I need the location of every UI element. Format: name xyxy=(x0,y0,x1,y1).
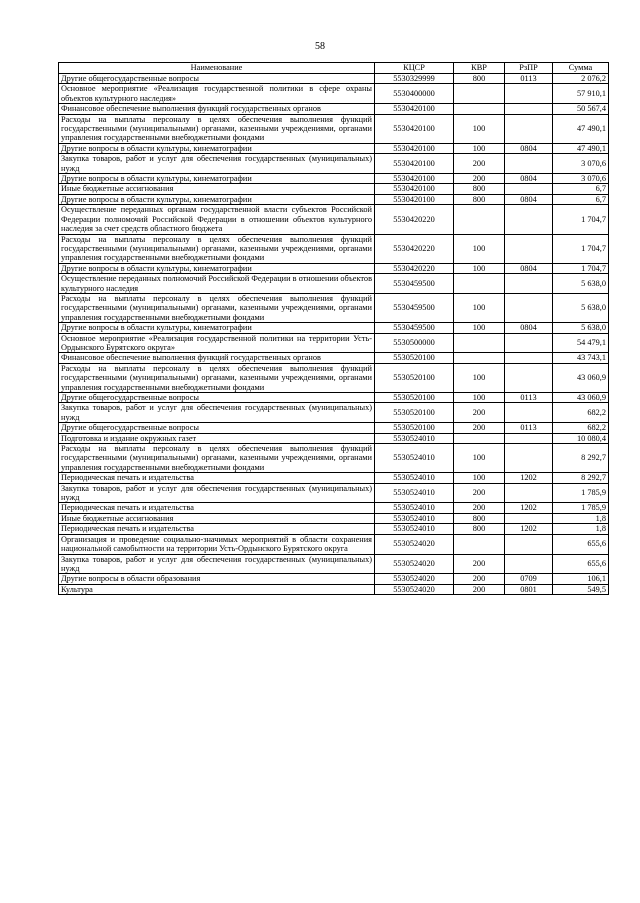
cell-sum: 3 070,6 xyxy=(553,174,609,184)
table-row xyxy=(59,143,609,153)
cell-kcsr: 5530420100 xyxy=(375,194,454,204)
table-row xyxy=(59,154,609,174)
cell-kcsr: 5530524010 xyxy=(375,503,454,513)
cell-rzpr: 0801 xyxy=(505,584,553,594)
cell-sum: 2 076,2 xyxy=(553,74,609,84)
table-row xyxy=(59,513,609,523)
cell-kcsr: 5530520100 xyxy=(375,363,454,392)
cell-sum: 43 060,9 xyxy=(553,393,609,403)
cell-name: Периодическая печать и издательства xyxy=(59,524,375,534)
cell-kvr: 100 xyxy=(454,234,505,263)
cell-name: Другие вопросы в области культуры, кинематографии xyxy=(59,143,375,153)
cell-rzpr: 0113 xyxy=(505,423,553,433)
table-row xyxy=(59,263,609,273)
cell-kvr: 800 xyxy=(454,513,505,523)
cell-rzpr: 1202 xyxy=(505,503,553,513)
cell-name: Иные бюджетные ассигнования xyxy=(59,184,375,194)
cell-sum: 1 704,7 xyxy=(553,263,609,273)
cell-sum: 43 060,9 xyxy=(553,363,609,392)
table-body xyxy=(59,74,609,595)
table-row xyxy=(59,393,609,403)
cell-sum: 682,2 xyxy=(553,423,609,433)
cell-sum: 5 638,0 xyxy=(553,323,609,333)
cell-rzpr xyxy=(505,483,553,503)
table-row xyxy=(59,353,609,363)
cell-rzpr xyxy=(505,274,553,294)
cell-sum: 1 785,9 xyxy=(553,503,609,513)
cell-rzpr xyxy=(505,433,553,443)
cell-kvr xyxy=(454,104,505,114)
cell-name: Другие общегосударственные вопросы xyxy=(59,74,375,84)
cell-rzpr: 0709 xyxy=(505,574,553,584)
cell-sum: 1 704,7 xyxy=(553,234,609,263)
table-row xyxy=(59,293,609,322)
cell-rzpr: 0113 xyxy=(505,393,553,403)
cell-name: Расходы на выплаты персоналу в целях обеспечения выполнения функций государственными (муниципальными) органами, казенными учреждениями, органами управления государственными внебюджетными фондами xyxy=(59,293,375,322)
table-row xyxy=(59,433,609,443)
cell-rzpr xyxy=(505,554,553,574)
table-row xyxy=(59,234,609,263)
cell-kcsr: 5530400000 xyxy=(375,84,454,104)
cell-name: Закупка товаров, работ и услуг для обеспечения государственных (муниципальных) нужд xyxy=(59,483,375,503)
cell-name: Подготовка и издание окружных газет xyxy=(59,433,375,443)
table-row xyxy=(59,403,609,423)
header-row xyxy=(59,63,609,74)
table-row xyxy=(59,184,609,194)
cell-kvr: 200 xyxy=(454,554,505,574)
cell-kvr: 800 xyxy=(454,74,505,84)
table-row xyxy=(59,423,609,433)
table-row xyxy=(59,104,609,114)
cell-rzpr: 0113 xyxy=(505,74,553,84)
cell-kcsr: 5530524010 xyxy=(375,444,454,473)
cell-kcsr: 5530500000 xyxy=(375,333,454,353)
cell-name: Другие вопросы в области культуры, кинематографии xyxy=(59,194,375,204)
cell-name: Финансовое обеспечение выполнения функций государственных органов xyxy=(59,104,375,114)
cell-kvr: 100 xyxy=(454,323,505,333)
cell-kcsr: 5530459500 xyxy=(375,274,454,294)
cell-sum: 57 910,1 xyxy=(553,84,609,104)
cell-kcsr: 5530524010 xyxy=(375,483,454,503)
table-header xyxy=(59,63,609,74)
cell-sum: 54 479,1 xyxy=(553,333,609,353)
cell-sum: 43 743,1 xyxy=(553,353,609,363)
cell-name: Другие вопросы в области культуры, кинематографии xyxy=(59,174,375,184)
table-row xyxy=(59,174,609,184)
cell-kcsr: 5530524010 xyxy=(375,433,454,443)
cell-kcsr: 5530420100 xyxy=(375,154,454,174)
cell-kcsr: 5530420220 xyxy=(375,263,454,273)
cell-kcsr: 5530524020 xyxy=(375,534,454,554)
cell-kvr: 100 xyxy=(454,363,505,392)
cell-kvr: 200 xyxy=(454,154,505,174)
cell-rzpr xyxy=(505,403,553,423)
cell-sum: 6,7 xyxy=(553,184,609,194)
cell-name: Основное мероприятие «Реализация государственной политики на территории Усть-Ордынского Бурятского округа» xyxy=(59,333,375,353)
cell-rzpr xyxy=(505,114,553,143)
cell-kvr: 100 xyxy=(454,473,505,483)
cell-sum: 106,1 xyxy=(553,574,609,584)
cell-name: Другие общегосударственные вопросы xyxy=(59,423,375,433)
cell-rzpr xyxy=(505,184,553,194)
cell-kcsr: 5530524020 xyxy=(375,584,454,594)
cell-name: Другие вопросы в области культуры, кинематографии xyxy=(59,323,375,333)
cell-sum: 655,6 xyxy=(553,554,609,574)
table-row xyxy=(59,483,609,503)
cell-sum: 549,5 xyxy=(553,584,609,594)
table-row xyxy=(59,554,609,574)
cell-sum: 47 490,1 xyxy=(553,143,609,153)
cell-rzpr xyxy=(505,444,553,473)
cell-kcsr: 5530420100 xyxy=(375,184,454,194)
table-row xyxy=(59,194,609,204)
cell-rzpr xyxy=(505,205,553,234)
cell-sum: 1 704,7 xyxy=(553,205,609,234)
cell-sum: 5 638,0 xyxy=(553,274,609,294)
cell-rzpr xyxy=(505,353,553,363)
cell-kcsr: 5530524010 xyxy=(375,473,454,483)
table-row xyxy=(59,574,609,584)
cell-kvr: 100 xyxy=(454,444,505,473)
cell-sum: 47 490,1 xyxy=(553,114,609,143)
cell-name: Осуществление переданных полномочий Российской Федерации в отношении объектов культурного наследия xyxy=(59,274,375,294)
cell-name: Закупка товаров, работ и услуг для обеспечения государственных (муниципальных) нужд xyxy=(59,403,375,423)
cell-kcsr: 5530329999 xyxy=(375,74,454,84)
cell-kcsr: 5530420100 xyxy=(375,114,454,143)
cell-kvr xyxy=(454,333,505,353)
cell-sum: 1,8 xyxy=(553,513,609,523)
cell-kvr xyxy=(454,274,505,294)
table-row xyxy=(59,323,609,333)
table-row xyxy=(59,524,609,534)
table-row xyxy=(59,534,609,554)
cell-kvr xyxy=(454,534,505,554)
cell-rzpr: 1202 xyxy=(505,524,553,534)
cell-rzpr: 0804 xyxy=(505,194,553,204)
budget-table xyxy=(58,62,609,595)
table-row xyxy=(59,363,609,392)
cell-name: Расходы на выплаты персоналу в целях обеспечения выполнения функций государственными (муниципальными) органами, казенными учреждениями, органами управления государственными внебюджетными фондами xyxy=(59,363,375,392)
cell-name: Другие вопросы в области культуры, кинематографии xyxy=(59,263,375,273)
table-row xyxy=(59,584,609,594)
table-row xyxy=(59,74,609,84)
cell-kcsr: 5530520100 xyxy=(375,393,454,403)
cell-name: Расходы на выплаты персоналу в целях обеспечения выполнения функций государственными (муниципальными) органами, казенными учреждениями, органами управления государственными внебюджетными фондами xyxy=(59,114,375,143)
cell-kvr xyxy=(454,433,505,443)
cell-rzpr xyxy=(505,363,553,392)
header-kvr: КВР xyxy=(454,63,505,74)
cell-kvr: 200 xyxy=(454,574,505,584)
cell-kcsr: 5530420100 xyxy=(375,174,454,184)
table-row xyxy=(59,84,609,104)
table-row xyxy=(59,274,609,294)
cell-sum: 10 080,4 xyxy=(553,433,609,443)
cell-kvr: 200 xyxy=(454,423,505,433)
cell-kcsr: 5530520100 xyxy=(375,353,454,363)
cell-sum: 6,7 xyxy=(553,194,609,204)
cell-kcsr: 5530520100 xyxy=(375,403,454,423)
cell-sum: 3 070,6 xyxy=(553,154,609,174)
cell-rzpr xyxy=(505,333,553,353)
cell-kvr: 200 xyxy=(454,403,505,423)
cell-name: Основное мероприятие «Реализация государственной политики в сфере охраны объектов культурного наследия» xyxy=(59,84,375,104)
cell-name: Периодическая печать и издательства xyxy=(59,503,375,513)
cell-name: Периодическая печать и издательства xyxy=(59,473,375,483)
cell-kvr: 200 xyxy=(454,483,505,503)
table-row xyxy=(59,444,609,473)
cell-kvr xyxy=(454,353,505,363)
cell-kvr: 800 xyxy=(454,194,505,204)
cell-kvr xyxy=(454,84,505,104)
header-kcsr: КЦСР xyxy=(375,63,454,74)
cell-kvr: 100 xyxy=(454,393,505,403)
cell-rzpr xyxy=(505,84,553,104)
header-rzpr: РзПР xyxy=(505,63,553,74)
table-row xyxy=(59,473,609,483)
cell-kcsr: 5530459500 xyxy=(375,323,454,333)
cell-rzpr xyxy=(505,234,553,263)
cell-name: Организация и проведение социально-значимых мероприятий в области сохранения национальной самобытности на территории Усть-Ордынского Бурятского округа xyxy=(59,534,375,554)
cell-name: Расходы на выплаты персоналу в целях обеспечения выполнения функций государственными (муниципальными) органами, казенными учреждениями, органами управления государственными внебюджетными фондами xyxy=(59,444,375,473)
cell-sum: 8 292,7 xyxy=(553,473,609,483)
cell-name: Другие вопросы в области образования xyxy=(59,574,375,584)
cell-rzpr xyxy=(505,513,553,523)
cell-kvr: 200 xyxy=(454,584,505,594)
cell-sum: 50 567,4 xyxy=(553,104,609,114)
cell-kvr: 100 xyxy=(454,114,505,143)
cell-kvr xyxy=(454,205,505,234)
page-number: 58 xyxy=(315,41,325,52)
cell-kvr: 200 xyxy=(454,174,505,184)
cell-rzpr: 0804 xyxy=(505,263,553,273)
cell-sum: 1 785,9 xyxy=(553,483,609,503)
cell-kcsr: 5530459500 xyxy=(375,293,454,322)
cell-sum: 682,2 xyxy=(553,403,609,423)
cell-rzpr xyxy=(505,104,553,114)
cell-kvr: 100 xyxy=(454,263,505,273)
cell-kcsr: 5530524020 xyxy=(375,554,454,574)
cell-kvr: 200 xyxy=(454,503,505,513)
cell-kcsr: 5530524010 xyxy=(375,524,454,534)
cell-kvr: 800 xyxy=(454,524,505,534)
table-row xyxy=(59,503,609,513)
cell-kcsr: 5530420220 xyxy=(375,205,454,234)
cell-rzpr: 0804 xyxy=(505,143,553,153)
table-row xyxy=(59,333,609,353)
cell-name: Закупка товаров, работ и услуг для обеспечения государственных (муниципальных) нужд xyxy=(59,154,375,174)
cell-name: Другие общегосударственные вопросы xyxy=(59,393,375,403)
cell-name: Расходы на выплаты персоналу в целях обеспечения выполнения функций государственными (муниципальными) органами, казенными учреждениями, органами управления государственными внебюджетными фондами xyxy=(59,234,375,263)
cell-rzpr xyxy=(505,534,553,554)
cell-kvr: 800 xyxy=(454,184,505,194)
header-sum: Сумма xyxy=(553,63,609,74)
cell-sum: 5 638,0 xyxy=(553,293,609,322)
cell-rzpr: 1202 xyxy=(505,473,553,483)
cell-rzpr: 0804 xyxy=(505,323,553,333)
table-row xyxy=(59,114,609,143)
cell-rzpr: 0804 xyxy=(505,174,553,184)
cell-name: Иные бюджетные ассигнования xyxy=(59,513,375,523)
cell-name: Культура xyxy=(59,584,375,594)
cell-sum: 8 292,7 xyxy=(553,444,609,473)
cell-kcsr: 5530420220 xyxy=(375,234,454,263)
cell-name: Осуществление переданных органам государственной власти субъектов Российской Федерации полномочий Российской Федерации в отношении объектов культурного наследия за счет средств областного бюджета xyxy=(59,205,375,234)
cell-kcsr: 5530524020 xyxy=(375,574,454,584)
cell-kcsr: 5530420100 xyxy=(375,104,454,114)
cell-name: Финансовое обеспечение выполнения функций государственных органов xyxy=(59,353,375,363)
cell-sum: 1,8 xyxy=(553,524,609,534)
cell-sum: 655,6 xyxy=(553,534,609,554)
cell-rzpr xyxy=(505,293,553,322)
cell-name: Закупка товаров, работ и услуг для обеспечения государственных (муниципальных) нужд xyxy=(59,554,375,574)
header-name: Наименование xyxy=(59,63,375,74)
cell-kvr: 100 xyxy=(454,293,505,322)
cell-kcsr: 5530524010 xyxy=(375,513,454,523)
cell-kcsr: 5530420100 xyxy=(375,143,454,153)
cell-kcsr: 5530520100 xyxy=(375,423,454,433)
cell-rzpr xyxy=(505,154,553,174)
cell-kvr: 100 xyxy=(454,143,505,153)
table-row xyxy=(59,205,609,234)
